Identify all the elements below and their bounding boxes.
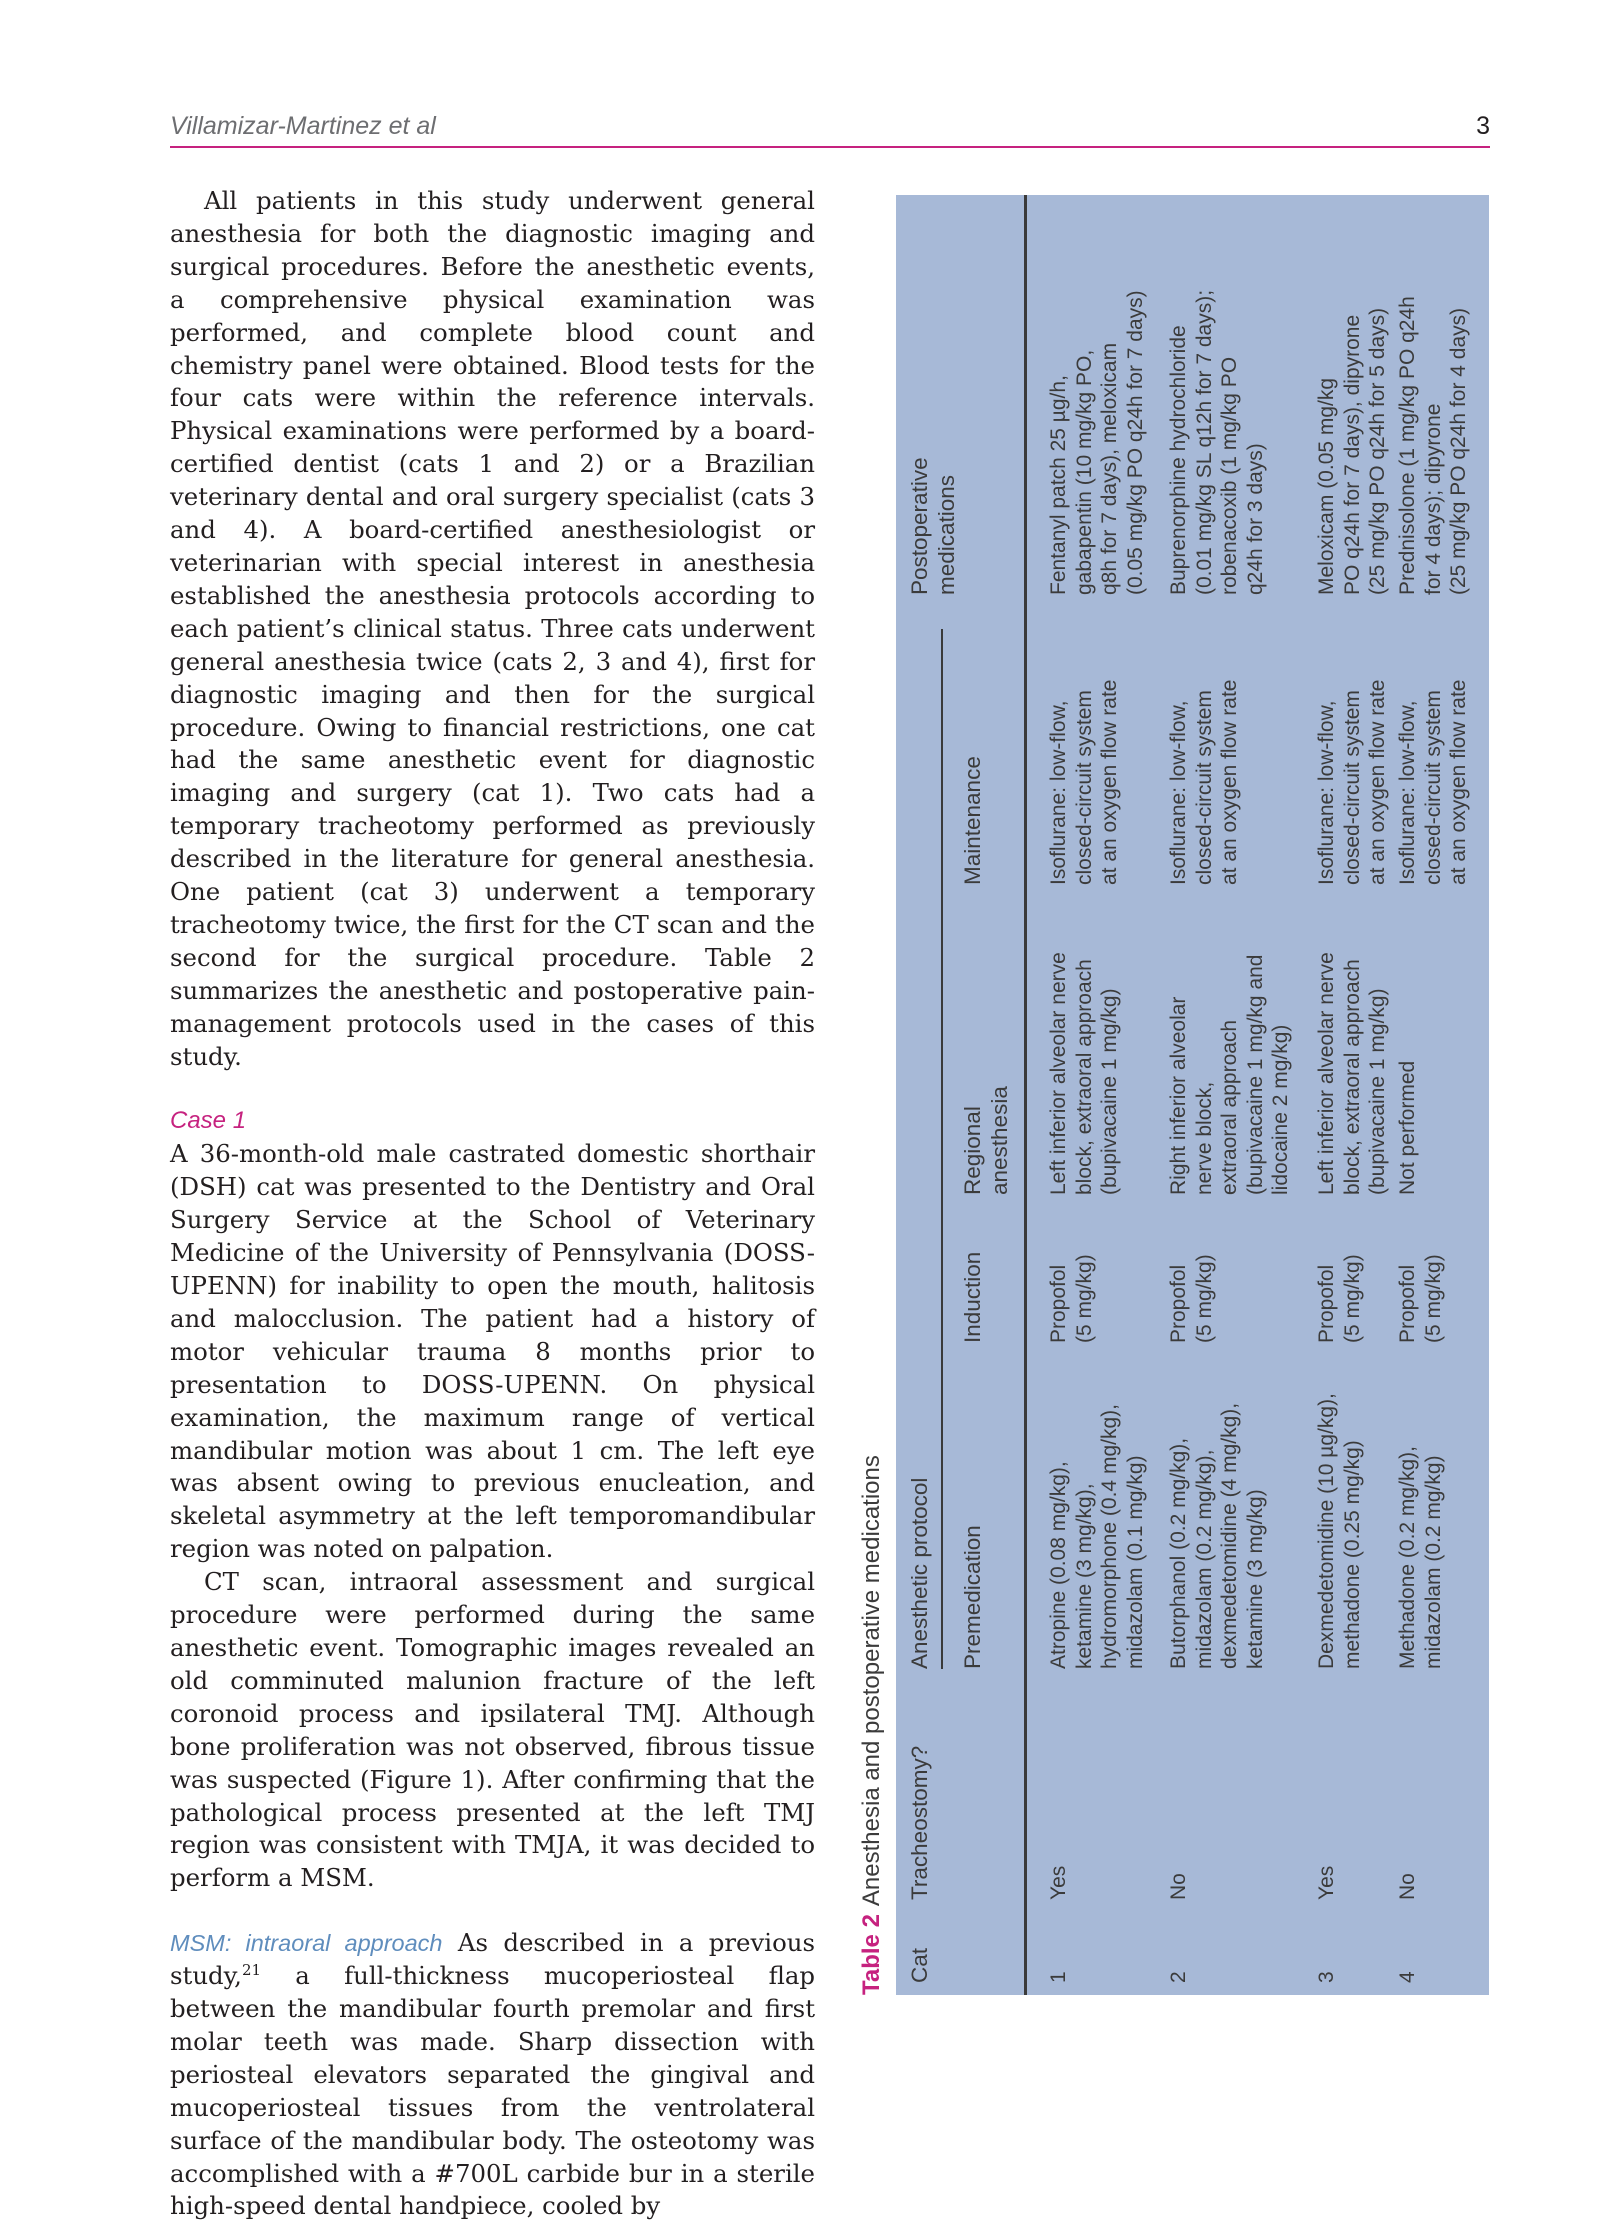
row3-maintenance-line: at an oxygen flow rate bbox=[1366, 679, 1390, 885]
row2-maintenance-line: Isoflurane: low-flow, bbox=[1167, 700, 1190, 885]
row2-regional bbox=[1166, 955, 1294, 1196]
row3-cat: 3 bbox=[1315, 1971, 1338, 1983]
row4-cat: 4 bbox=[1396, 1971, 1419, 1983]
row1-maintenance-line: closed-circuit system bbox=[1072, 690, 1096, 885]
row3-tracheostomy: Yes bbox=[1315, 1865, 1338, 1900]
row1-postop-line: q8h for 7 days), meloxicam bbox=[1098, 342, 1122, 595]
row2-tracheostomy: No bbox=[1167, 1873, 1190, 1900]
table-body bbox=[896, 195, 1489, 1995]
row4-maintenance-line: closed-circuit system bbox=[1421, 690, 1445, 885]
row3-postop-line: PO q24h for 7 days), dipyrone bbox=[1340, 314, 1364, 595]
row1-induction-line: (5 mg/kg) bbox=[1072, 1254, 1096, 1343]
row4-postop-line: (25 mg/kg PO q24h for 4 days) bbox=[1447, 307, 1471, 595]
row2-regional-line: (bupivacaine 1 mg/kg and bbox=[1243, 954, 1267, 1195]
row2-postop-line: robenacoxib (1 mg/kg PO bbox=[1218, 356, 1242, 595]
msm-heading: MSM: intraoral approach bbox=[170, 1930, 443, 1957]
row4-premed-line: Methadone (0.2 mg/kg), bbox=[1396, 1446, 1419, 1669]
header-premedication: Premedication bbox=[960, 1525, 985, 1669]
row3-premed-line: Dexmedetomidine (10 µg/kg), bbox=[1315, 1393, 1338, 1669]
header-anesthetic-protocol: Anesthetic protocol bbox=[907, 1477, 932, 1669]
row2-premed-line: dexmedetomidine (4 mg/kg), bbox=[1218, 1402, 1242, 1669]
row1-regional-line: block, extraoral approach bbox=[1072, 959, 1096, 1195]
row4-regional bbox=[1395, 1061, 1421, 1195]
row3-premed-line: methadone (0.25 mg/kg) bbox=[1340, 1440, 1364, 1669]
row3-maintenance-line: closed-circuit system bbox=[1340, 690, 1364, 885]
row3-induction bbox=[1314, 1254, 1365, 1343]
row2-regional-line: lidocaine 2 mg/kg) bbox=[1269, 1024, 1293, 1195]
row1-regional bbox=[1046, 952, 1123, 1195]
citation-ref: 21 bbox=[241, 1961, 262, 1979]
row2-induction bbox=[1166, 1254, 1217, 1343]
page-number: 3 bbox=[1476, 112, 1490, 140]
row4-postoperative bbox=[1395, 296, 1472, 595]
row2-induction-line: (5 mg/kg) bbox=[1192, 1254, 1216, 1343]
table-label: Table 2 bbox=[858, 1914, 885, 1995]
row3-induction-line: Propofol bbox=[1315, 1264, 1338, 1343]
row4-induction-line: (5 mg/kg) bbox=[1421, 1254, 1445, 1343]
header-maintenance: Maintenance bbox=[960, 756, 985, 885]
header-cat: Cat bbox=[907, 1947, 932, 1983]
header-postop-2: medications bbox=[934, 474, 959, 595]
row3-regional bbox=[1314, 952, 1391, 1195]
row2-regional-line: extraoral approach bbox=[1218, 1019, 1242, 1195]
row4-maintenance bbox=[1395, 680, 1472, 885]
row3-maintenance bbox=[1314, 680, 1391, 885]
row4-tracheostomy: No bbox=[1396, 1873, 1419, 1900]
table-caption-text: Anesthesia and postoperative medications bbox=[858, 1455, 885, 1907]
row4-maintenance-line: Isoflurane: low-flow, bbox=[1396, 700, 1419, 885]
row2-premed-line: midazolam (0.2 mg/kg), bbox=[1192, 1449, 1216, 1669]
row1-postop-line: Fentanyl patch 25 µg/h, bbox=[1047, 375, 1070, 595]
table-2 bbox=[852, 195, 1502, 1995]
row2-maintenance-line: at an oxygen flow rate bbox=[1218, 679, 1242, 885]
row3-induction-line: (5 mg/kg) bbox=[1340, 1254, 1364, 1343]
row3-postop-line: (25 mg/kg PO q24h for 5 days) bbox=[1366, 307, 1390, 595]
header-postop-1: Postoperative bbox=[907, 457, 932, 595]
row3-premedication bbox=[1314, 1393, 1365, 1669]
running-head bbox=[170, 112, 1490, 146]
row2-maintenance bbox=[1166, 680, 1243, 885]
row2-postop-line: Buprenorphine hydrochloride bbox=[1167, 325, 1190, 595]
row1-postop-line: gabapentin (10 mg/kg PO, bbox=[1072, 349, 1096, 595]
row2-premed-line: ketamine (3 mg/kg) bbox=[1243, 1489, 1267, 1669]
row3-postop-line: Meloxicam (0.05 mg/kg bbox=[1315, 377, 1338, 595]
intro-paragraph: All patients in this study underwent general anesthesia for both the diagnostic imaging and surgical procedures. Before the anesthetic events, a comprehensive physical examination was performed, and complete blood count and chemistry panel were obtained. Blood tests for the four cats were within the reference intervals. Physical examinations were performed by a board-certified dentist (cats 1 and 2) or a Brazilian veterinary dental and oral surgery specialist (cats 3 and 4). A board-certified anesthesiologist or veterinarian with special interest in anesthesia established the anesthesia protocols according to each patient’s clinical status. Three cats underwent general anesthesia twice (cats 2, 3 and 4), first for diagnostic imaging and then for the surgical procedure. Owing to financial restrictions, one cat had the same anesthetic event for diagnostic imaging and surgery (cat 1). Two cats had a temporary tracheotomy performed as previously described in the literature for general anesthesia. One patient (cat 3) underwent a temporary tracheotomy twice, the first for the CT scan and the second for the surgical procedure. Table 2 summarizes the anesthetic and postoperative pain-management protocols used in the cases of this study. bbox=[170, 186, 815, 1071]
msm-text-a: As described in a previous study, bbox=[170, 1928, 815, 1991]
row2-postop-line: q24h for 3 days) bbox=[1243, 443, 1267, 595]
row2-cat: 2 bbox=[1167, 1971, 1190, 1983]
header-regional-2: anesthesia bbox=[987, 1086, 1012, 1195]
row4-premed-line: midazolam (0.2 mg/kg) bbox=[1421, 1455, 1445, 1669]
left-text-column bbox=[170, 185, 815, 2223]
row2-premedication bbox=[1166, 1403, 1268, 1669]
row1-maintenance bbox=[1046, 680, 1123, 885]
row2-regional-line: Right inferior alveolar bbox=[1167, 996, 1190, 1195]
row2-postop-line: (0.01 mg/kg SL q12h for 7 days); bbox=[1192, 289, 1216, 595]
case1-paragraph-1: A 36-month-old male castrated domestic shorthair (DSH) cat was presented to the Dentistry and Oral Surgery Service at the School of Veterinary Medicine of the University of Pennsylvania (DOSS-UPENN) for inability to open the mouth, halitosis and malocclusion. The patient had a history of motor vehicular trauma 8 months prior to presentation to DOSS-UPENN. On physical examination, the maximum range of vertical mandibular motion was about 1 cm. The left eye was absent owing to previous enucleation, and skeletal asymmetry at the left temporomandibular region was noted on palpation. bbox=[170, 1139, 815, 1564]
row1-regional-line: (bupivacaine 1 mg/kg) bbox=[1098, 988, 1122, 1195]
row3-postoperative bbox=[1314, 308, 1391, 595]
row1-induction bbox=[1046, 1254, 1097, 1343]
msm-text-b: a full-thickness mucoperiosteal flap between the mandibular fourth premolar and first molar teeth was made. Sharp dissection with periosteal elevators separated the gingival and mucoperiosteal tissues from the ventrolateral surface of the mandibular body. The osteotomy was accomplished with a #700L carbide bur in a sterile high-speed dental handpiece, cooled by bbox=[170, 1961, 815, 2221]
row2-maintenance-line: closed-circuit system bbox=[1192, 690, 1216, 885]
row3-regional-line: (bupivacaine 1 mg/kg) bbox=[1366, 988, 1390, 1195]
row2-regional-line: nerve block, bbox=[1192, 1081, 1216, 1195]
row1-premed-line: ketamine (3 mg/kg), bbox=[1072, 1483, 1096, 1669]
header-induction: Induction bbox=[960, 1251, 985, 1343]
protocol-span-rule bbox=[941, 629, 943, 1669]
row1-regional-line: Left inferior alveolar nerve bbox=[1047, 952, 1070, 1195]
row1-maintenance-line: Isoflurane: low-flow, bbox=[1047, 700, 1070, 885]
row3-maintenance-line: Isoflurane: low-flow, bbox=[1315, 700, 1338, 885]
row1-induction-line: Propofol bbox=[1047, 1264, 1070, 1343]
row1-cat: 1 bbox=[1047, 1971, 1070, 1983]
row1-premedication bbox=[1046, 1404, 1148, 1669]
header-rule-bottom bbox=[1024, 195, 1027, 1995]
row3-regional-line: Left inferior alveolar nerve bbox=[1315, 952, 1338, 1195]
row1-postoperative bbox=[1046, 290, 1148, 595]
row1-tracheostomy: Yes bbox=[1047, 1865, 1070, 1900]
row2-postoperative bbox=[1166, 290, 1268, 595]
header-rule bbox=[170, 146, 1490, 148]
case1-paragraph-2: CT scan, intraoral assessment and surgical procedure were performed during the same anesthetic event. Tomographic images revealed an old comminuted malunion fracture of the left coronoid process and ipsilateral TMJ. Although bone proliferation was not observed, fibrous tissue was suspected (Figure 1). After confirming that the pathological process presented at the left TMJ region was consistent with TMJA, it was decided to perform a MSM. bbox=[170, 1567, 815, 1893]
row4-postop-line: for 4 days); dipyrone bbox=[1421, 403, 1445, 595]
row1-postop-line: (0.05 mg/kg PO q24h for 7 days) bbox=[1123, 290, 1147, 595]
row2-induction-line: Propofol bbox=[1167, 1264, 1190, 1343]
header-tracheostomy: Tracheostomy? bbox=[907, 1745, 932, 1900]
case1-heading: Case 1 bbox=[170, 1107, 247, 1135]
row1-premed-line: hydromorphone (0.4 mg/kg), bbox=[1098, 1404, 1122, 1669]
row4-maintenance-line: at an oxygen flow rate bbox=[1447, 679, 1471, 885]
table-caption bbox=[852, 195, 896, 1995]
row4-induction bbox=[1395, 1254, 1446, 1343]
msm-paragraph bbox=[170, 1927, 815, 2223]
header-regional-1: Regional bbox=[960, 1106, 985, 1195]
row1-premed-line: midazolam (0.1 mg/kg) bbox=[1123, 1455, 1147, 1669]
row1-premed-line: Atropine (0.08 mg/kg), bbox=[1047, 1461, 1070, 1669]
row4-premedication bbox=[1395, 1446, 1446, 1669]
row4-postop-line: Prednisolone (1 mg/kg PO q24h bbox=[1396, 296, 1419, 595]
running-title: Villamizar-Martinez et al bbox=[170, 112, 436, 140]
row4-regional-line: Not performed bbox=[1396, 1060, 1419, 1195]
row2-premed-line: Butorphanol (0.2 mg/kg), bbox=[1167, 1437, 1190, 1669]
row4-induction-line: Propofol bbox=[1396, 1264, 1419, 1343]
row1-maintenance-line: at an oxygen flow rate bbox=[1098, 679, 1122, 885]
row3-regional-line: block, extraoral approach bbox=[1340, 959, 1364, 1195]
